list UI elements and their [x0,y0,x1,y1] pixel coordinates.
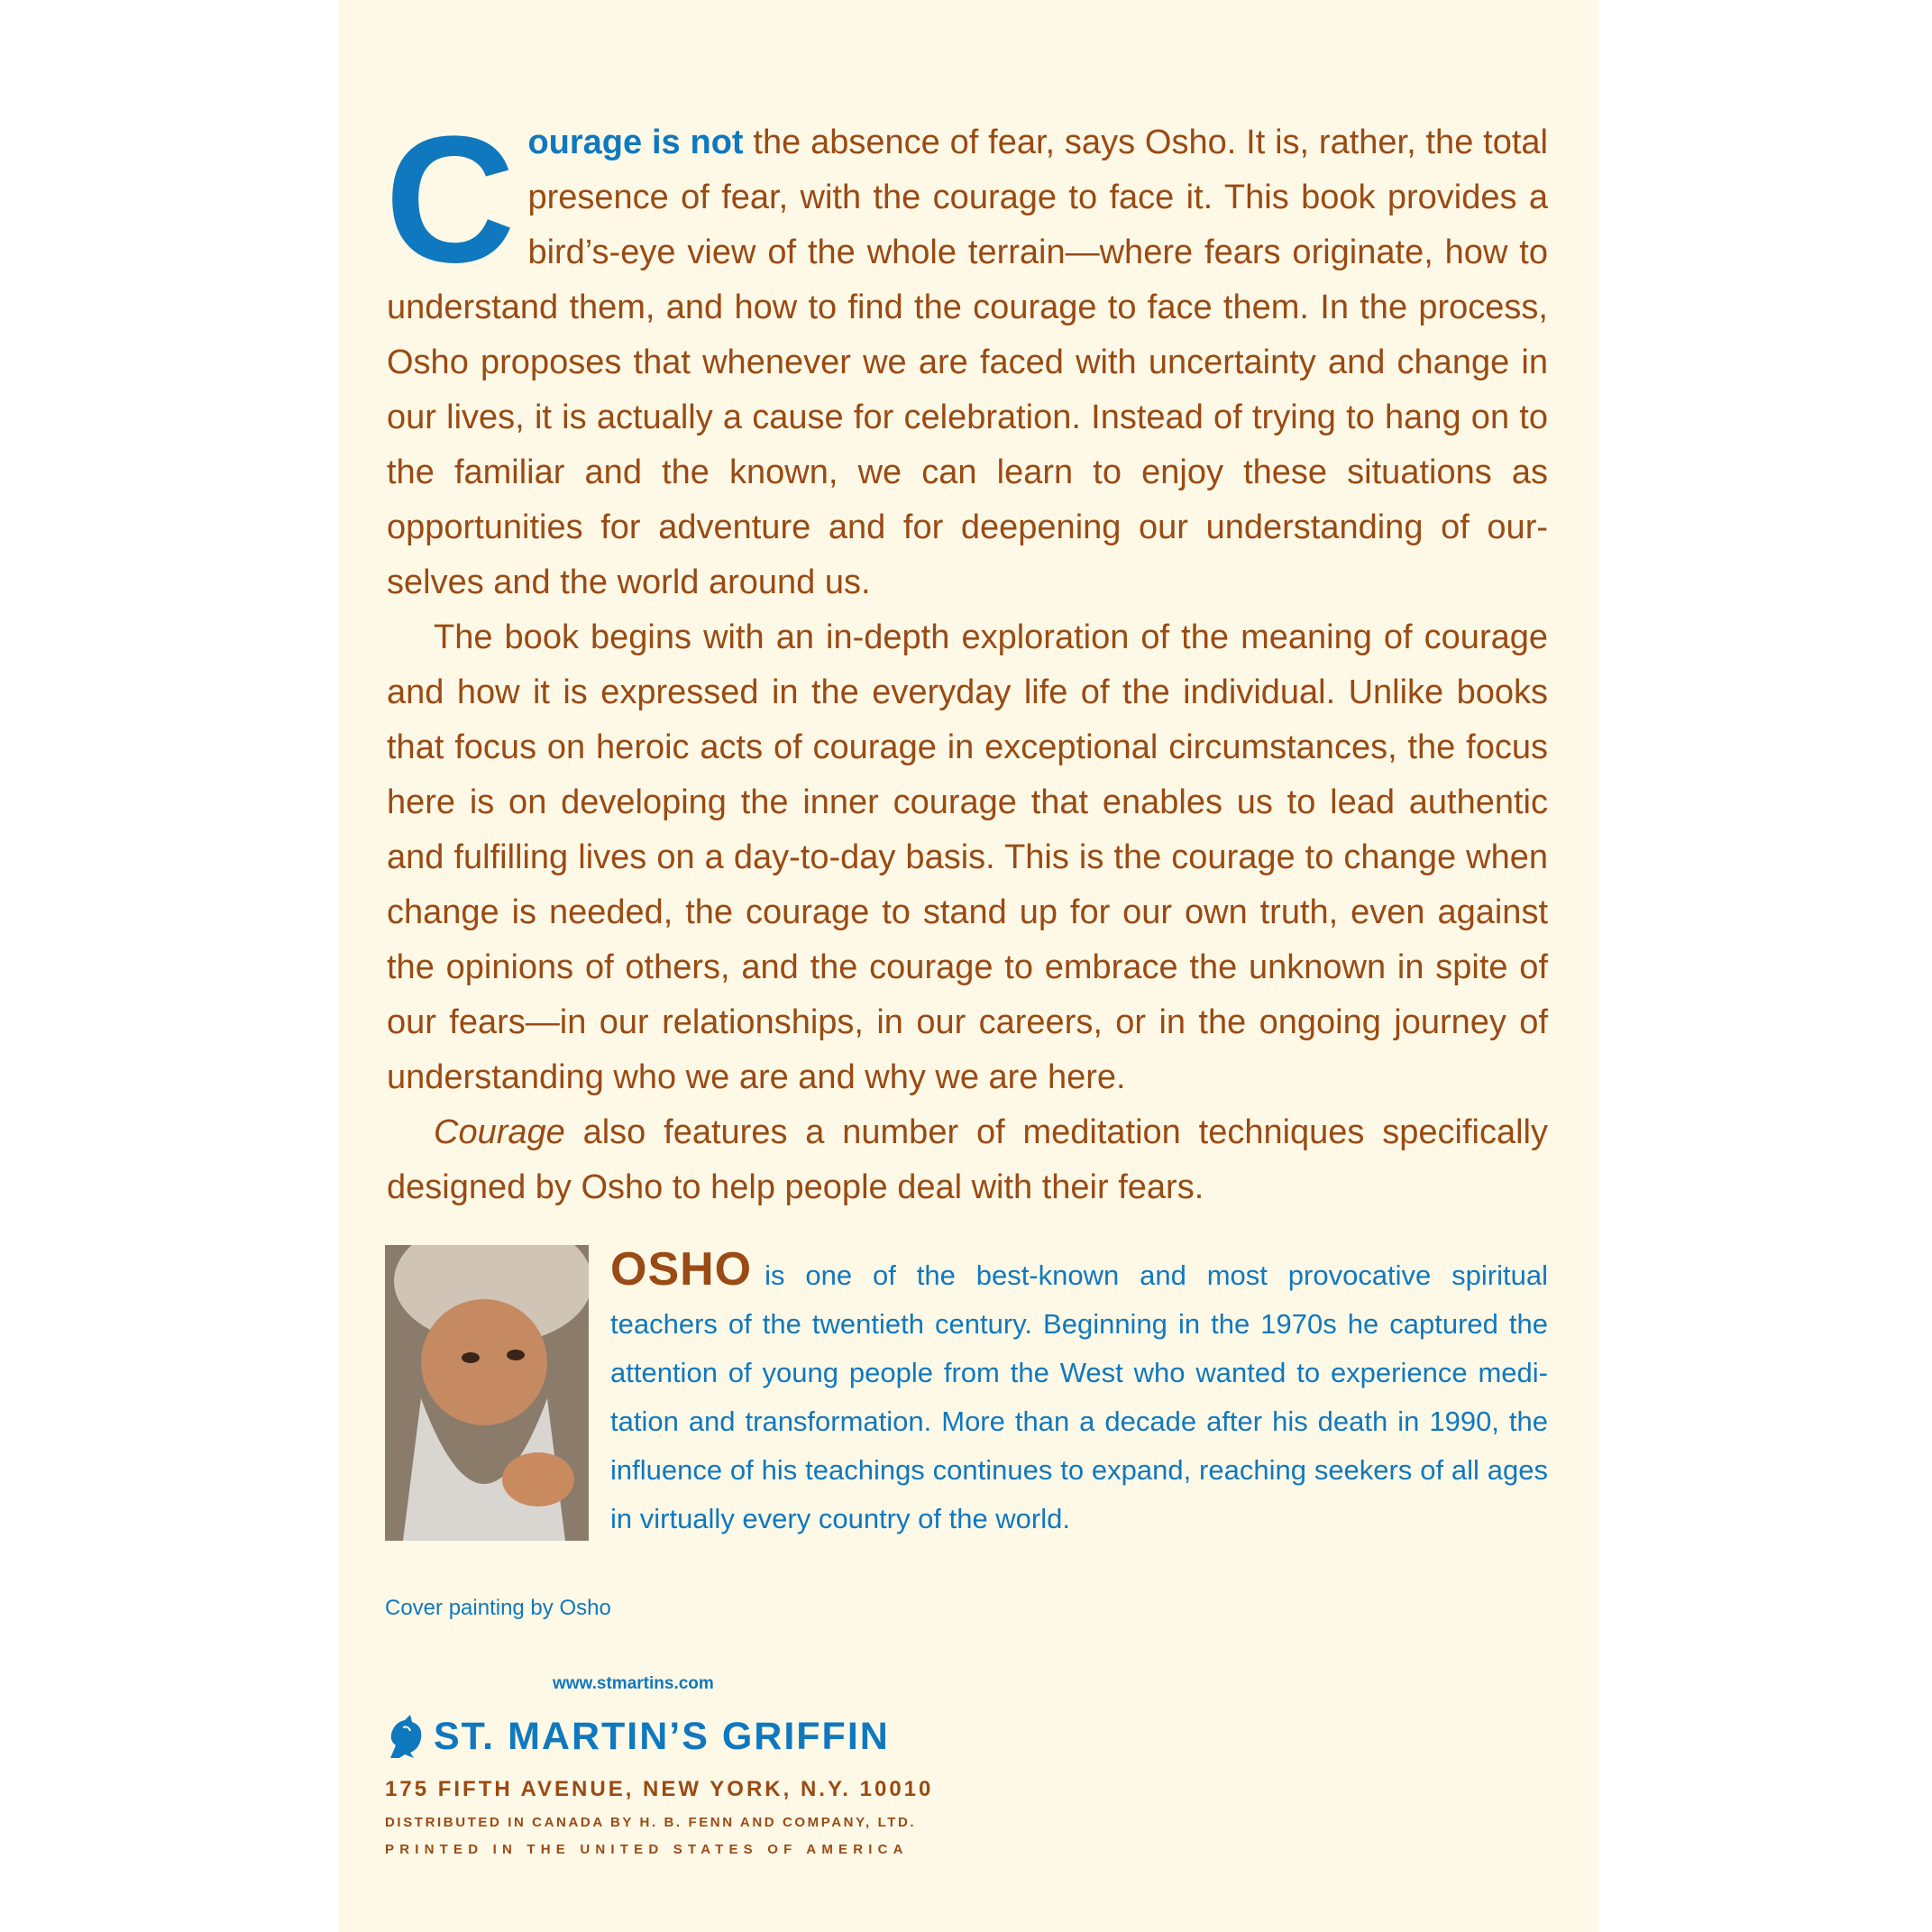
author-portrait-icon [385,1245,589,1541]
author-name: OSHO [610,1243,753,1296]
printed-note: PRINTED IN THE UNITED STATES OF AMERICA [385,1842,909,1857]
author-photo [385,1245,589,1541]
author-bio [610,1245,1548,1543]
cover-credit: Cover painting by Osho [385,1596,611,1620]
blurb-paragraph-1 [385,99,1548,610]
blurb-paragraph-2: The book begins with an in-depth exploration of the meaning of courage and how it is expressed in the everyday life of the individual. Unlike books that focus on heroic acts of courage in exceptional circumstances, the focus here is on developing the inner courage that enables us to lead authentic and fulfilling lives on a day-to-day basis. This is the courage to change when change is needed, the courage to stand up for our own truth, even against the opinions of others, and the courage to embrace the unknown in spite of our fears—in our relationships, in our careers, or in the ongoing journey of understanding who we are and why we are here. [387,618,1548,1096]
author-bio-text: is one of the best-known and most provocative spiritual teachers of the twentieth century. Beginning in the 1970s he captured the attention of young people from the West who wanted to experience meditation and transformation. More than a decade after his death in 1990, the influence of his teachings continues to expand, reaching seekers of all ages in virtually every country of the world. [610,1259,1548,1534]
publisher-url: www.stmartins.com [553,1674,714,1693]
blurb [385,99,1548,1215]
publisher-name: ST. MARTIN’S GRIFFIN [434,1714,890,1758]
blurb-paragraph-3-text: also features a number of meditation techniques specifically designed by Osho to help people deal with their fears. [387,1113,1548,1206]
blurb-paragraph-1-text: the absence of fear, says Osho. It is, rather, the total presence of fear, with the courage to face it. This book provides a bird’s-eye view of the whole terrain—where fears originate, how to understand them, and how to find the courage to face them. In the process, Osho proposes that whenever we are faced with uncertainty and change in our lives, it is actually a cause for celebration. Instead of trying to hang on to the familiar and the known, we can learn to enjoy these situations as opportunities for adventure and for deepening our understanding of ourselves and the world around us. [387,124,1548,601]
distribution-note: DISTRIBUTED IN CANADA BY H. B. FENN AND COMPANY, LTD. [385,1815,917,1830]
blurb-paragraph-3 [387,1105,1548,1215]
blurb-lead: ourage is not [527,124,744,161]
drop-cap: C [385,99,516,300]
book-title-italic: Courage [434,1113,565,1151]
griffin-icon [383,1713,426,1760]
publisher-block [383,1713,890,1760]
publisher-address: 175 FIFTH AVENUE, NEW YORK, N.Y. 10010 [385,1777,934,1801]
